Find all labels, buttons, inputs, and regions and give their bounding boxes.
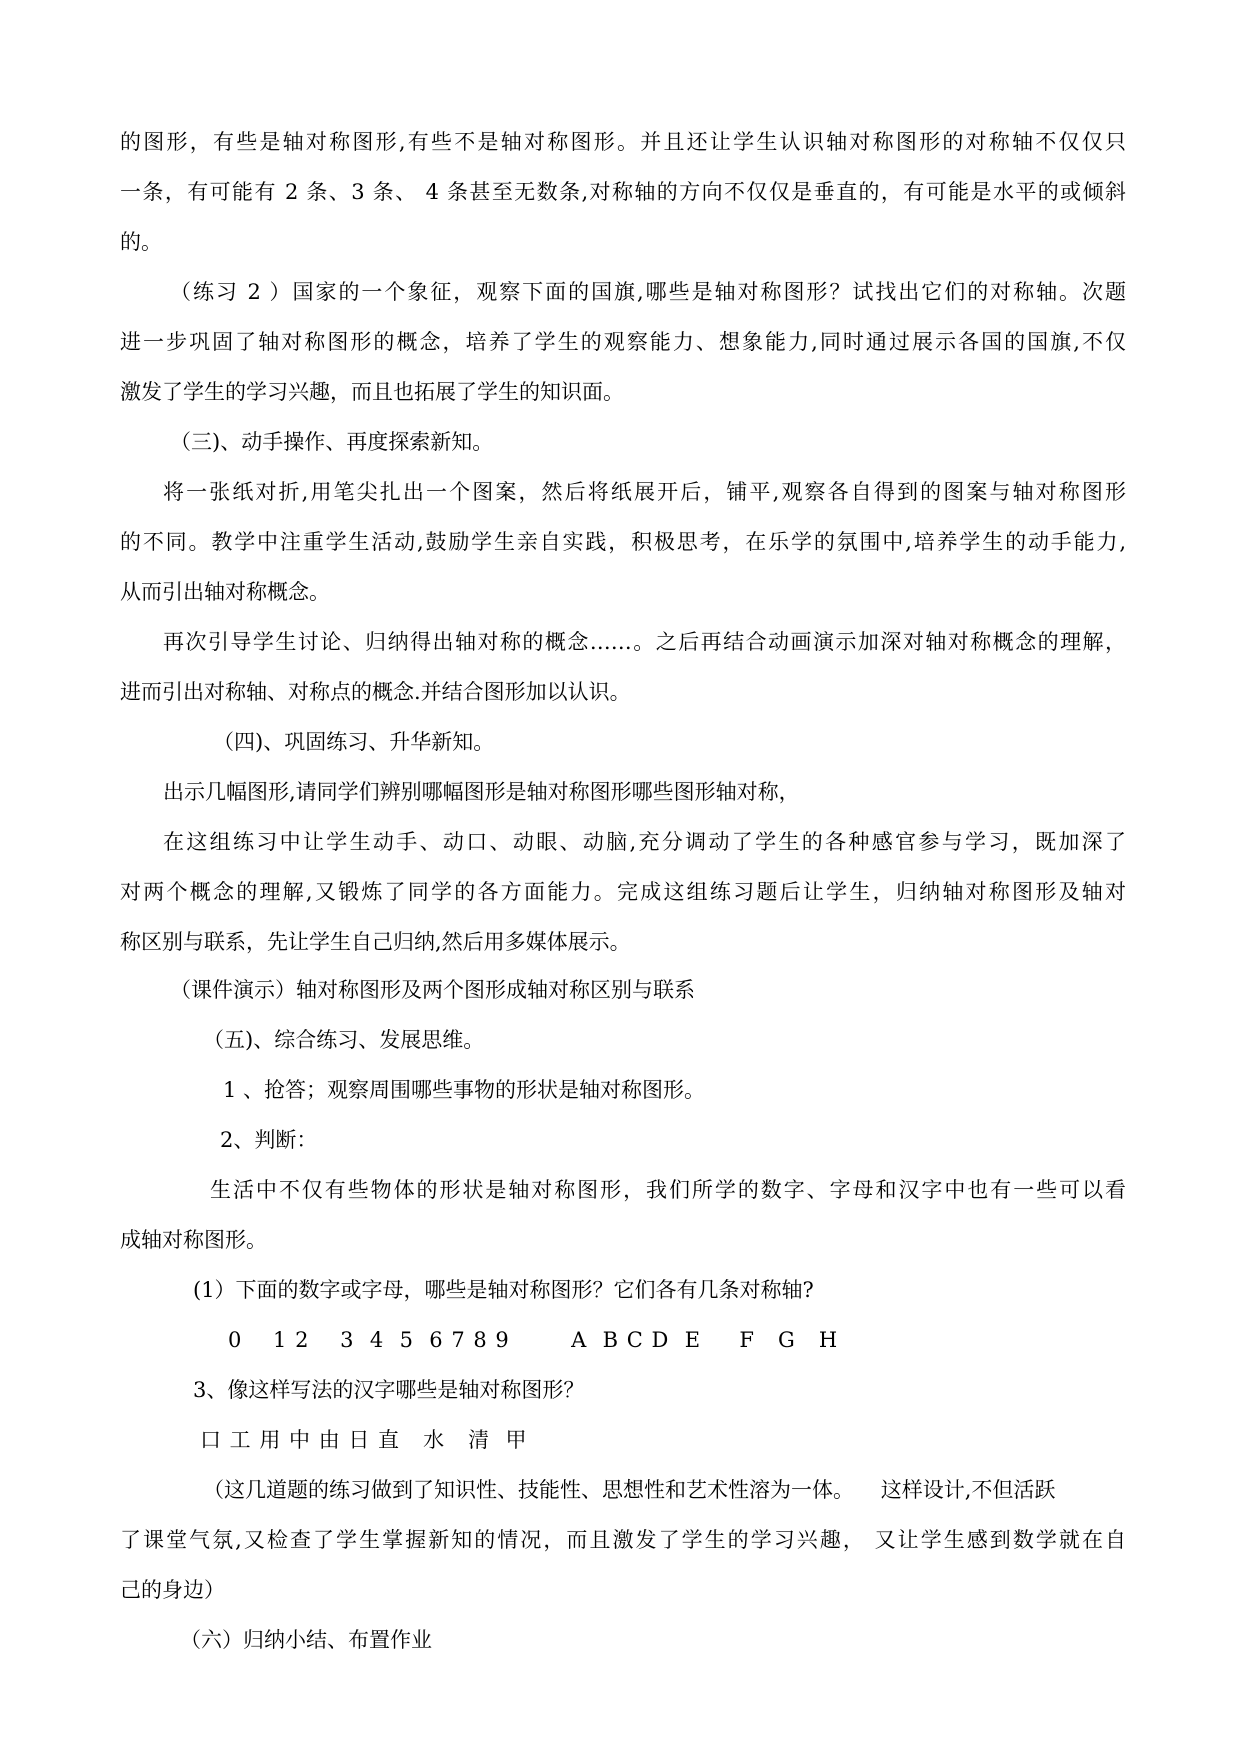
body-line-28: （这几道题的练习做到了知识性、技能性、思想性和艺术性溶为一体。 这样设计,不但活跃 (203, 1478, 1056, 1502)
item-2-judge: 2、判断： (220, 1128, 318, 1152)
body-line-2: 一条，有可能有 2 条、3 条、 4 条甚至无数条,对称轴的方向不仅仅是垂直的，有可能是水平的或倾斜 (120, 180, 1126, 204)
section-heading-4: （四)、巩固练习、升华新知。 (213, 730, 495, 754)
body-line-29: 了课堂气氛,又检查了学生掌握新知的情况，而且激发了学生的学习兴趣， 又让学生感到数学就在自 (120, 1528, 1126, 1552)
section-heading-6: （六）归纳小结、布置作业 (180, 1628, 432, 1652)
body-line-9: 的不同。教学中注重学生活动,鼓励学生亲自实践，积极思考，在乐学的氛围中,培养学生的动手能力, (120, 530, 1126, 554)
item-1-quick-answer: 1 、抢答；观察周围哪些事物的形状是轴对称图形。 (223, 1078, 706, 1102)
section-heading-5: （五)、综合练习、发展思维。 (203, 1028, 485, 1052)
question-3: 3、像这样写法的汉字哪些是轴对称图形？ (193, 1378, 585, 1402)
exercise-2-line-3: 激发了学生的学习兴趣，而且也拓展了学生的知识面。 (120, 380, 624, 404)
exercise-2-line-2: 进一步巩固了轴对称图形的概念，培养了学生的观察能力、想象能力,同时通过展示各国的国旗,不仅 (120, 330, 1126, 354)
body-line-22: 生活中不仅有些物体的形状是轴对称图形，我们所学的数字、字母和汉字中也有一些可以看 (210, 1178, 1126, 1202)
exercise-2-line-1: （练习 2 ）国家的一个象征，观察下面的国旗,哪些是轴对称图形？试找出它们的对称轴。次题 (170, 280, 1126, 304)
characters-row: 口 工 用 中 由 日 直 水 清 甲 (200, 1428, 528, 1452)
body-line-30: 己的身边） (120, 1578, 225, 1602)
courseware-demo-line: （课件演示）轴对称图形及两个图形成轴对称区别与联系 (170, 978, 695, 1002)
body-line-17: 称区别与联系，先让学生自己归纳,然后用多媒体展示。 (120, 930, 631, 954)
body-line-8: 将一张纸对折,用笔尖扎出一个图案，然后将纸展开后，铺平,观察各自得到的图案与轴对称图形 (163, 480, 1126, 504)
body-line-1: 的图形，有些是轴对称图形,有些不是轴对称图形。并且还让学生认识轴对称图形的对称轴不仅仅只 (120, 130, 1126, 154)
body-line-15: 在这组练习中让学生动手、动口、动眼、动脑,充分调动了学生的各种感官参与学习，既加深了 (163, 830, 1126, 854)
body-line-23: 成轴对称图形。 (120, 1228, 267, 1252)
body-line-12: 进而引出对称轴、对称点的概念.并结合图形加以认识。 (120, 680, 631, 704)
digits-letters-row: 0 1 2 3 4 5 6 7 8 9 A B C D E F G H (228, 1328, 839, 1352)
body-line-10: 从而引出轴对称概念。 (120, 580, 330, 604)
body-line-3: 的。 (120, 230, 162, 254)
body-line-14: 出示几幅图形,请同学们辨别哪幅图形是轴对称图形哪些图形轴对称， (163, 780, 800, 804)
question-1: (1）下面的数字或字母，哪些是轴对称图形？它们各有几条对称轴? (193, 1278, 814, 1302)
body-line-16: 对两个概念的理解,又锻炼了同学的各方面能力。完成这组练习题后让学生，归纳轴对称图形及轴对 (120, 880, 1126, 904)
body-line-11: 再次引导学生讨论、归纳得出轴对称的概念……。之后再结合动画演示加深对轴对称概念的理解， (163, 630, 1126, 654)
section-heading-3: （三)、动手操作、再度探索新知。 (170, 430, 494, 454)
